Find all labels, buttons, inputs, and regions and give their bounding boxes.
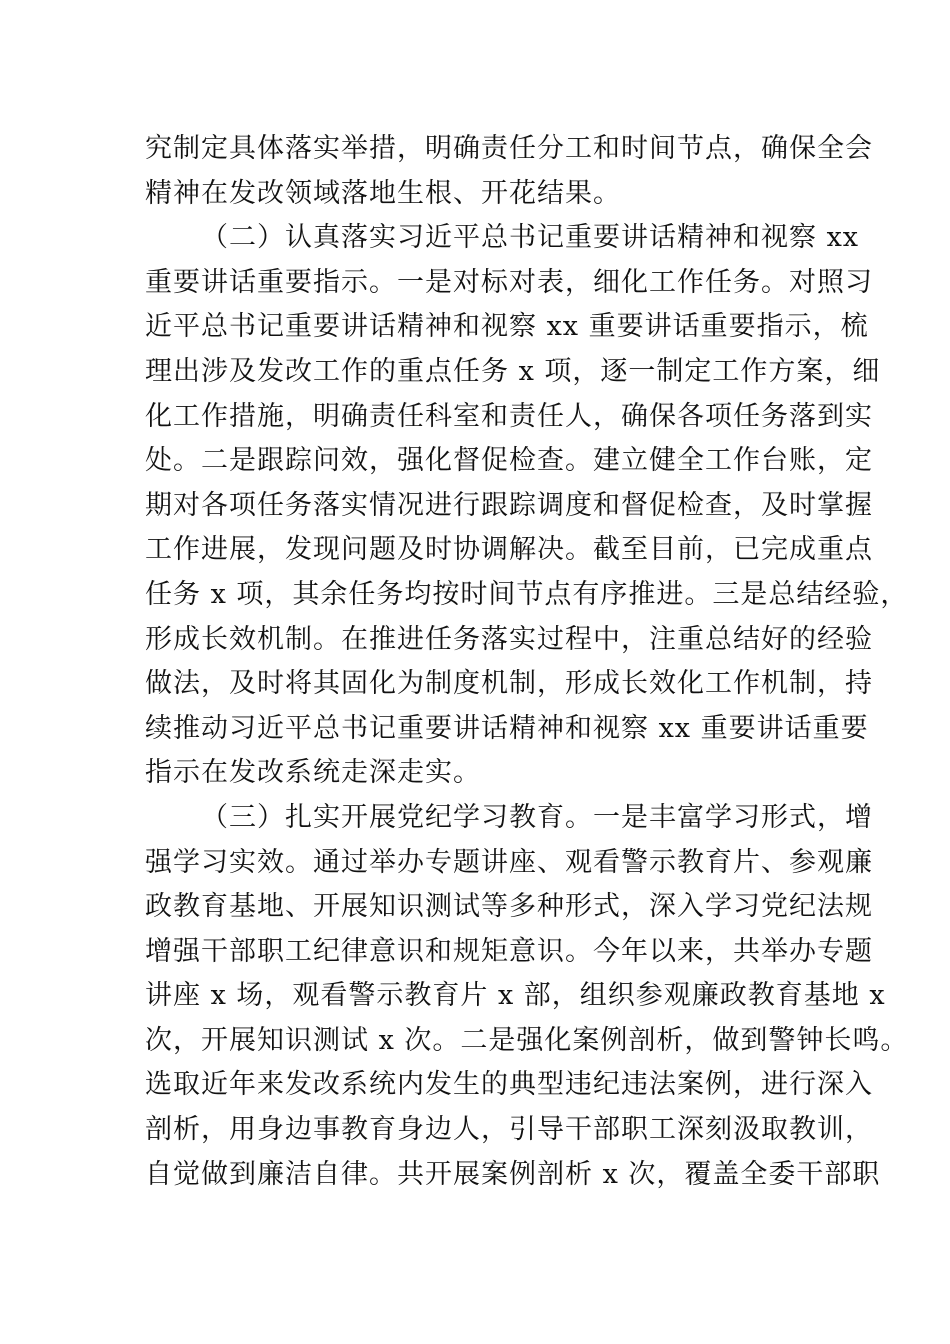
paragraph-3-line-7: 选取近年来发改系统内发生的典型违纪违法案例，进行深入 (145, 1069, 873, 1101)
paragraph-2-line-7: 期对各项任务落实情况进行跟踪调度和督促检查，及时掌握 (145, 489, 873, 521)
paragraph-2-line-13: 指示在发改系统走深走实。 (145, 757, 481, 789)
paragraph-3-line-2: 强学习实效。通过举办专题讲座、观看警示教育片、参观廉 (145, 846, 873, 878)
paragraph-2-line-1: （二）认真落实习近平总书记重要讲话精神和视察 xx (201, 222, 860, 254)
paragraph-2-line-4: 理出涉及发改工作的重点任务 x 项，逐一制定工作方案，细 (145, 355, 881, 387)
paragraph-2-line-10: 形成长效机制。在推进任务落实过程中，注重总结好的经验 (145, 623, 873, 655)
paragraph-3-line-8: 剖析，用身边事教育身边人，引导干部职工深刻汲取教训， (145, 1114, 873, 1146)
paragraph-3-line-9: 自觉做到廉洁自律。共开展案例剖析 x 次，覆盖全委干部职 (145, 1158, 881, 1190)
paragraph-1-line-2: 精神在发改领域落地生根、开花结果。 (145, 177, 621, 209)
paragraph-3-line-5: 讲座 x 场，观看警示教育片 x 部，组织参观廉政教育基地 x (145, 980, 886, 1012)
paragraph-3-line-6: 次，开展知识测试 x 次。二是强化案例剖析，做到警钟长鸣。 (145, 1024, 909, 1056)
paragraph-3-line-1: （三）扎实开展党纪学习教育。一是丰富学习形式，增 (201, 801, 873, 833)
paragraph-3-line-4: 增强干部职工纪律意识和规矩意识。今年以来，共举办专题 (145, 935, 873, 967)
document-body (145, 127, 909, 1197)
paragraph-2-line-6: 处。二是跟踪问效，强化督促检查。建立健全工作台账，定 (145, 445, 873, 477)
paragraph-2-line-9: 任务 x 项，其余任务均按时间节点有序推进。三是总结经验， (145, 578, 909, 610)
paragraph-2-line-11: 做法，及时将其固化为制度机制，形成长效化工作机制，持 (145, 668, 873, 700)
paragraph-2-line-8: 工作进展，发现问题及时协调解决。截至目前，已完成重点 (145, 534, 873, 566)
paragraph-2-line-3: 近平总书记重要讲话精神和视察 xx 重要讲话重要指示，梳 (145, 311, 869, 343)
paragraph-2-line-2: 重要讲话重要指示。一是对标对表，细化工作任务。对照习 (145, 266, 873, 298)
paragraph-3-line-3: 政教育基地、开展知识测试等多种形式，深入学习党纪法规 (145, 891, 873, 923)
paragraph-2-line-12: 续推动习近平总书记重要讲话精神和视察 xx 重要讲话重要 (145, 712, 869, 744)
paragraph-1-line-1: 究制定具体落实举措，明确责任分工和时间节点，确保全会 (145, 133, 873, 164)
paragraph-2-line-5: 化工作措施，明确责任科室和责任人，确保各项任务落到实 (145, 400, 873, 432)
